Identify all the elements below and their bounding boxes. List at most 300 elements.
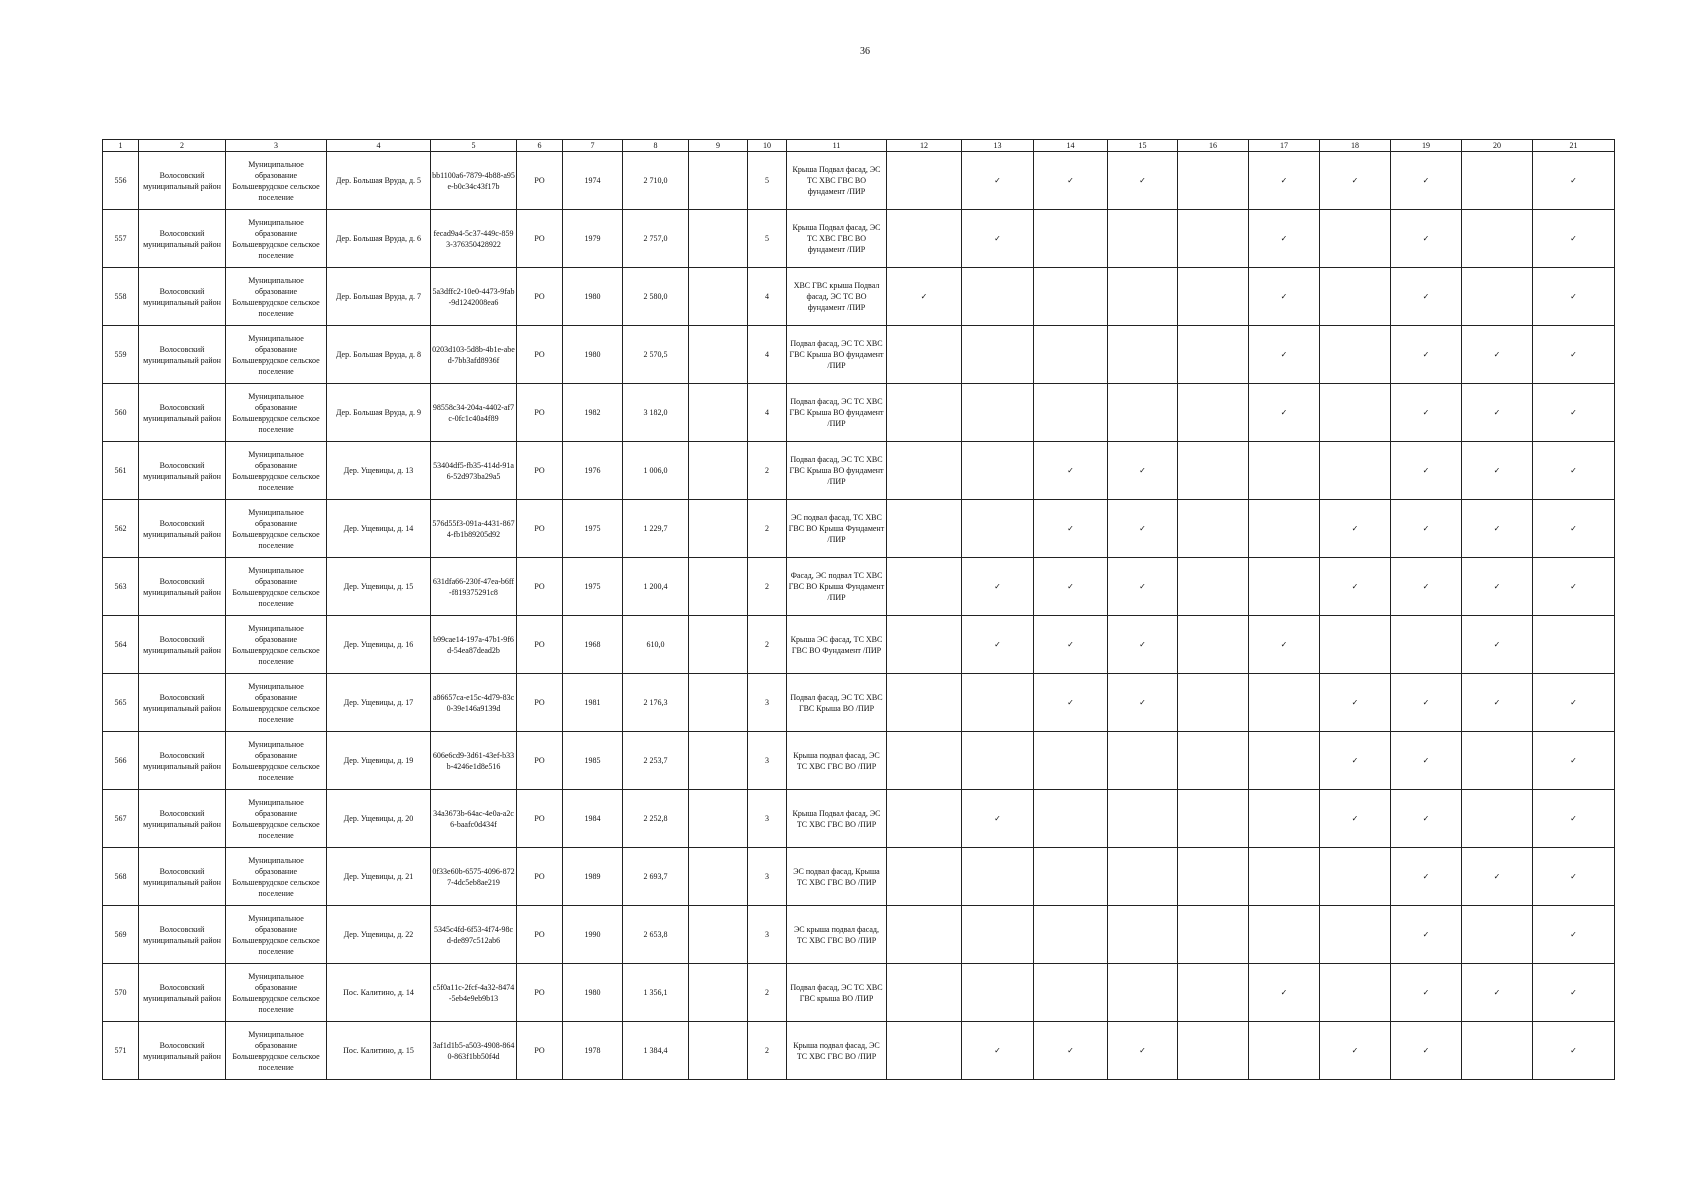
cell-col10: 2	[748, 1022, 787, 1080]
empty-mark-cell	[1178, 268, 1249, 326]
cell-year: 1975	[563, 500, 623, 558]
cell-type: РО	[517, 442, 563, 500]
cell-district: Волосовский муниципальный район	[139, 384, 226, 442]
check-mark-icon: ✓	[1034, 1022, 1108, 1080]
cell-number: 561	[103, 442, 139, 500]
empty-mark-cell	[1249, 790, 1320, 848]
cell-municipality: Муниципальное образование Большеврудское сельское поселение	[226, 964, 327, 1022]
cell-district: Волосовский муниципальный район	[139, 442, 226, 500]
empty-mark-cell	[1178, 1022, 1249, 1080]
cell-type: РО	[517, 674, 563, 732]
cell-area: 2 653,8	[623, 906, 689, 964]
empty-mark-cell	[1108, 384, 1178, 442]
empty-mark-cell	[887, 964, 962, 1022]
check-mark-icon: ✓	[1533, 906, 1615, 964]
table-body	[103, 152, 1615, 1080]
cell-guid: fecad9a4-5c37-449c-8593-376350428922	[431, 210, 517, 268]
cell-works: Подвал фасад, ЭС ТС ХВС ГВС крыша ВО /ПИР	[787, 964, 887, 1022]
table-row	[103, 326, 1615, 384]
cell-type: РО	[517, 616, 563, 674]
column-header-2: 2	[139, 140, 226, 152]
cell-col9	[689, 848, 748, 906]
cell-col10: 4	[748, 326, 787, 384]
empty-mark-cell	[962, 848, 1034, 906]
table-row	[103, 964, 1615, 1022]
empty-mark-cell	[1178, 848, 1249, 906]
empty-mark-cell	[1320, 210, 1391, 268]
cell-works: Крыша подвал фасад, ЭС ТС ХВС ГВС ВО /ПИР	[787, 1022, 887, 1080]
cell-guid: bb1100a6-7879-4b88-a95e-b0c34c43f17b	[431, 152, 517, 210]
cell-district: Волосовский муниципальный район	[139, 326, 226, 384]
check-mark-icon: ✓	[1320, 558, 1391, 616]
cell-col10: 2	[748, 616, 787, 674]
column-header-9: 9	[689, 140, 748, 152]
empty-mark-cell	[1178, 732, 1249, 790]
cell-address: Дер. Ущевицы, д. 14	[327, 500, 431, 558]
empty-mark-cell	[1034, 848, 1108, 906]
cell-district: Волосовский муниципальный район	[139, 906, 226, 964]
check-mark-icon: ✓	[1533, 268, 1615, 326]
empty-mark-cell	[1178, 152, 1249, 210]
empty-mark-cell	[1178, 500, 1249, 558]
cell-guid: 5345c4fd-6f53-4f74-98cd-de897c512ab6	[431, 906, 517, 964]
cell-number: 563	[103, 558, 139, 616]
cell-address: Пос. Калитино, д. 14	[327, 964, 431, 1022]
cell-works: Подвал фасад, ЭС ТС ХВС ГВС Крыша ВО фундамент /ПИР	[787, 384, 887, 442]
empty-mark-cell	[1320, 326, 1391, 384]
empty-mark-cell	[1108, 326, 1178, 384]
cell-municipality: Муниципальное образование Большеврудское сельское поселение	[226, 210, 327, 268]
cell-district: Волосовский муниципальный район	[139, 268, 226, 326]
empty-mark-cell	[1320, 616, 1391, 674]
check-mark-icon: ✓	[1108, 152, 1178, 210]
column-header-4: 4	[327, 140, 431, 152]
cell-number: 560	[103, 384, 139, 442]
cell-col10: 5	[748, 152, 787, 210]
empty-mark-cell	[1178, 790, 1249, 848]
empty-mark-cell	[1249, 906, 1320, 964]
check-mark-icon: ✓	[1249, 384, 1320, 442]
table-header	[103, 140, 1615, 152]
cell-number: 556	[103, 152, 139, 210]
cell-year: 1980	[563, 964, 623, 1022]
check-mark-icon: ✓	[1462, 442, 1533, 500]
empty-mark-cell	[1320, 442, 1391, 500]
cell-area: 2 570,5	[623, 326, 689, 384]
cell-municipality: Муниципальное образование Большеврудское сельское поселение	[226, 500, 327, 558]
check-mark-icon: ✓	[1249, 152, 1320, 210]
empty-mark-cell	[962, 732, 1034, 790]
cell-area: 2 253,7	[623, 732, 689, 790]
cell-col9	[689, 268, 748, 326]
check-mark-icon: ✓	[1462, 500, 1533, 558]
cell-col10: 5	[748, 210, 787, 268]
cell-works: ЭС подвал фасад, ТС ХВС ГВС ВО Крыша Фундамент /ПИР	[787, 500, 887, 558]
cell-works: Крыша Подвал фасад, ЭС ТС ХВС ГВС ВО фундамент /ПИР	[787, 210, 887, 268]
check-mark-icon: ✓	[1108, 442, 1178, 500]
column-header-18: 18	[1320, 140, 1391, 152]
table-row	[103, 210, 1615, 268]
table-row	[103, 732, 1615, 790]
cell-year: 1975	[563, 558, 623, 616]
cell-guid: 0f33e60b-6575-4096-8727-4dc5eb8ae219	[431, 848, 517, 906]
cell-col10: 2	[748, 964, 787, 1022]
cell-type: РО	[517, 732, 563, 790]
empty-mark-cell	[887, 384, 962, 442]
cell-district: Волосовский муниципальный район	[139, 558, 226, 616]
cell-address: Дер. Большая Вруда, д. 8	[327, 326, 431, 384]
check-mark-icon: ✓	[1391, 152, 1462, 210]
cell-municipality: Муниципальное образование Большеврудское сельское поселение	[226, 268, 327, 326]
empty-mark-cell	[887, 1022, 962, 1080]
column-header-17: 17	[1249, 140, 1320, 152]
cell-works: Подвал фасад, ЭС ТС ХВС ГВС Крыша ВО /ПИР	[787, 674, 887, 732]
check-mark-icon: ✓	[1320, 732, 1391, 790]
cell-area: 2 710,0	[623, 152, 689, 210]
cell-guid: 0203d103-5d8b-4b1e-abed-7bb3afd8936f	[431, 326, 517, 384]
check-mark-icon: ✓	[1462, 384, 1533, 442]
check-mark-icon: ✓	[1249, 616, 1320, 674]
empty-mark-cell	[1391, 616, 1462, 674]
cell-number: 562	[103, 500, 139, 558]
empty-mark-cell	[887, 152, 962, 210]
cell-area: 1 229,7	[623, 500, 689, 558]
check-mark-icon: ✓	[962, 152, 1034, 210]
empty-mark-cell	[1034, 268, 1108, 326]
cell-address: Дер. Ущевицы, д. 20	[327, 790, 431, 848]
check-mark-icon: ✓	[1320, 790, 1391, 848]
empty-mark-cell	[1178, 384, 1249, 442]
check-mark-icon: ✓	[1391, 1022, 1462, 1080]
table-row	[103, 558, 1615, 616]
cell-col10: 3	[748, 674, 787, 732]
cell-municipality: Муниципальное образование Большеврудское сельское поселение	[226, 384, 327, 442]
cell-district: Волосовский муниципальный район	[139, 848, 226, 906]
cell-works: Крыша ЭС фасад, ТС ХВС ГВС ВО Фундамент /ПИР	[787, 616, 887, 674]
check-mark-icon: ✓	[1320, 152, 1391, 210]
empty-mark-cell	[1462, 906, 1533, 964]
empty-mark-cell	[1249, 1022, 1320, 1080]
check-mark-icon: ✓	[1391, 906, 1462, 964]
cell-area: 610,0	[623, 616, 689, 674]
cell-municipality: Муниципальное образование Большеврудское сельское поселение	[226, 848, 327, 906]
check-mark-icon: ✓	[1391, 732, 1462, 790]
cell-area: 2 693,7	[623, 848, 689, 906]
empty-mark-cell	[1320, 384, 1391, 442]
empty-mark-cell	[962, 906, 1034, 964]
check-mark-icon: ✓	[1391, 558, 1462, 616]
empty-mark-cell	[1462, 732, 1533, 790]
cell-year: 1982	[563, 384, 623, 442]
empty-mark-cell	[1108, 848, 1178, 906]
cell-year: 1978	[563, 1022, 623, 1080]
empty-mark-cell	[1178, 442, 1249, 500]
cell-col9	[689, 906, 748, 964]
cell-works: ХВС ГВС крыша Подвал фасад, ЭС ТС ВО фундамент /ПИР	[787, 268, 887, 326]
cell-year: 1985	[563, 732, 623, 790]
cell-district: Волосовский муниципальный район	[139, 1022, 226, 1080]
cell-col9	[689, 442, 748, 500]
table-row	[103, 500, 1615, 558]
empty-mark-cell	[1249, 848, 1320, 906]
check-mark-icon: ✓	[1533, 326, 1615, 384]
cell-area: 1 200,4	[623, 558, 689, 616]
cell-municipality: Муниципальное образование Большеврудское сельское поселение	[226, 152, 327, 210]
empty-mark-cell	[887, 558, 962, 616]
check-mark-icon: ✓	[1249, 268, 1320, 326]
check-mark-icon: ✓	[1462, 848, 1533, 906]
table-row	[103, 152, 1615, 210]
check-mark-icon: ✓	[1533, 442, 1615, 500]
table-row	[103, 906, 1615, 964]
cell-type: РО	[517, 210, 563, 268]
cell-municipality: Муниципальное образование Большеврудское сельское поселение	[226, 732, 327, 790]
check-mark-icon: ✓	[1391, 268, 1462, 326]
empty-mark-cell	[1320, 906, 1391, 964]
cell-area: 1 006,0	[623, 442, 689, 500]
cell-district: Волосовский муниципальный район	[139, 964, 226, 1022]
header-row	[103, 140, 1615, 152]
empty-mark-cell	[1178, 906, 1249, 964]
cell-type: РО	[517, 964, 563, 1022]
cell-district: Волосовский муниципальный район	[139, 790, 226, 848]
cell-year: 1976	[563, 442, 623, 500]
cell-col10: 2	[748, 500, 787, 558]
cell-type: РО	[517, 268, 563, 326]
cell-col10: 3	[748, 790, 787, 848]
cell-works: ЭС крыша подвал фасад, ТС ХВС ГВС ВО /ПИР	[787, 906, 887, 964]
empty-mark-cell	[1178, 616, 1249, 674]
cell-area: 2 252,8	[623, 790, 689, 848]
cell-number: 571	[103, 1022, 139, 1080]
empty-mark-cell	[887, 442, 962, 500]
cell-area: 2 757,0	[623, 210, 689, 268]
housing-register-table	[102, 139, 1615, 1080]
check-mark-icon: ✓	[1533, 1022, 1615, 1080]
cell-works: Подвал фасад, ЭС ТС ХВС ГВС Крыша ВО фундамент /ПИР	[787, 326, 887, 384]
check-mark-icon: ✓	[1462, 558, 1533, 616]
cell-guid: 3af1d1b5-a503-4908-8640-863f1bb50f4d	[431, 1022, 517, 1080]
cell-district: Волосовский муниципальный район	[139, 500, 226, 558]
cell-number: 566	[103, 732, 139, 790]
check-mark-icon: ✓	[962, 616, 1034, 674]
empty-mark-cell	[1320, 848, 1391, 906]
check-mark-icon: ✓	[1391, 500, 1462, 558]
empty-mark-cell	[887, 848, 962, 906]
cell-col9	[689, 616, 748, 674]
cell-address: Дер. Большая Вруда, д. 6	[327, 210, 431, 268]
empty-mark-cell	[1320, 268, 1391, 326]
check-mark-icon: ✓	[1320, 674, 1391, 732]
check-mark-icon: ✓	[962, 210, 1034, 268]
cell-address: Дер. Ущевицы, д. 22	[327, 906, 431, 964]
column-header-21: 21	[1533, 140, 1615, 152]
check-mark-icon: ✓	[1249, 326, 1320, 384]
cell-col10: 2	[748, 442, 787, 500]
check-mark-icon: ✓	[1533, 964, 1615, 1022]
cell-area: 1 356,1	[623, 964, 689, 1022]
cell-municipality: Муниципальное образование Большеврудское сельское поселение	[226, 1022, 327, 1080]
column-header-6: 6	[517, 140, 563, 152]
cell-col9	[689, 500, 748, 558]
cell-year: 1974	[563, 152, 623, 210]
cell-area: 2 580,0	[623, 268, 689, 326]
check-mark-icon: ✓	[1391, 964, 1462, 1022]
empty-mark-cell	[1178, 326, 1249, 384]
cell-year: 1984	[563, 790, 623, 848]
empty-mark-cell	[1108, 964, 1178, 1022]
cell-col10: 3	[748, 848, 787, 906]
check-mark-icon: ✓	[1391, 442, 1462, 500]
cell-col9	[689, 790, 748, 848]
empty-mark-cell	[1462, 152, 1533, 210]
table-row	[103, 384, 1615, 442]
cell-municipality: Муниципальное образование Большеврудское сельское поселение	[226, 790, 327, 848]
check-mark-icon: ✓	[1533, 500, 1615, 558]
cell-municipality: Муниципальное образование Большеврудское сельское поселение	[226, 442, 327, 500]
cell-type: РО	[517, 326, 563, 384]
empty-mark-cell	[1034, 326, 1108, 384]
cell-works: Крыша Подвал фасад, ЭС ТС ХВС ГВС ВО /ПИР	[787, 790, 887, 848]
cell-guid: a86657ca-e15c-4d79-83c0-39e146a9139d	[431, 674, 517, 732]
cell-type: РО	[517, 848, 563, 906]
check-mark-icon: ✓	[1108, 616, 1178, 674]
cell-year: 1968	[563, 616, 623, 674]
cell-guid: 98558c34-204a-4402-af7c-0fc1c40a4f89	[431, 384, 517, 442]
cell-type: РО	[517, 1022, 563, 1080]
check-mark-icon: ✓	[1533, 848, 1615, 906]
cell-col10: 3	[748, 732, 787, 790]
cell-type: РО	[517, 790, 563, 848]
cell-municipality: Муниципальное образование Большеврудское сельское поселение	[226, 906, 327, 964]
cell-guid: 53404df5-fb35-414d-91a6-52d973ba29a5	[431, 442, 517, 500]
empty-mark-cell	[887, 326, 962, 384]
cell-number: 564	[103, 616, 139, 674]
empty-mark-cell	[1249, 558, 1320, 616]
empty-mark-cell	[1178, 674, 1249, 732]
cell-number: 558	[103, 268, 139, 326]
check-mark-icon: ✓	[1462, 674, 1533, 732]
cell-guid: 606e6cd9-3d61-43ef-b33b-4246e1d8e516	[431, 732, 517, 790]
cell-col9	[689, 732, 748, 790]
column-header-12: 12	[887, 140, 962, 152]
cell-municipality: Муниципальное образование Большеврудское сельское поселение	[226, 616, 327, 674]
empty-mark-cell	[1034, 906, 1108, 964]
empty-mark-cell	[962, 500, 1034, 558]
column-header-10: 10	[748, 140, 787, 152]
table-row	[103, 616, 1615, 674]
empty-mark-cell	[1178, 964, 1249, 1022]
column-header-5: 5	[431, 140, 517, 152]
cell-guid: 576d55f3-091a-4431-8674-fb1b89205d92	[431, 500, 517, 558]
check-mark-icon: ✓	[1533, 674, 1615, 732]
column-header-3: 3	[226, 140, 327, 152]
empty-mark-cell	[1034, 964, 1108, 1022]
empty-mark-cell	[1108, 906, 1178, 964]
check-mark-icon: ✓	[1108, 1022, 1178, 1080]
cell-col10: 2	[748, 558, 787, 616]
cell-address: Дер. Ущевицы, д. 21	[327, 848, 431, 906]
cell-number: 570	[103, 964, 139, 1022]
empty-mark-cell	[887, 906, 962, 964]
column-header-13: 13	[962, 140, 1034, 152]
empty-mark-cell	[1462, 1022, 1533, 1080]
cell-type: РО	[517, 500, 563, 558]
check-mark-icon: ✓	[1462, 326, 1533, 384]
empty-mark-cell	[1462, 268, 1533, 326]
empty-mark-cell	[1462, 210, 1533, 268]
empty-mark-cell	[962, 442, 1034, 500]
cell-type: РО	[517, 384, 563, 442]
check-mark-icon: ✓	[1249, 210, 1320, 268]
cell-col9	[689, 558, 748, 616]
check-mark-icon: ✓	[1391, 848, 1462, 906]
table-row	[103, 790, 1615, 848]
cell-number: 568	[103, 848, 139, 906]
empty-mark-cell	[962, 268, 1034, 326]
check-mark-icon: ✓	[1034, 616, 1108, 674]
cell-year: 1979	[563, 210, 623, 268]
cell-address: Дер. Большая Вруда, д. 5	[327, 152, 431, 210]
cell-municipality: Муниципальное образование Большеврудское сельское поселение	[226, 674, 327, 732]
cell-number: 565	[103, 674, 139, 732]
check-mark-icon: ✓	[1391, 326, 1462, 384]
cell-municipality: Муниципальное образование Большеврудское сельское поселение	[226, 326, 327, 384]
cell-address: Дер. Большая Вруда, д. 9	[327, 384, 431, 442]
empty-mark-cell	[1178, 210, 1249, 268]
cell-col9	[689, 152, 748, 210]
check-mark-icon: ✓	[1034, 674, 1108, 732]
cell-address: Дер. Ущевицы, д. 15	[327, 558, 431, 616]
empty-mark-cell	[962, 384, 1034, 442]
column-header-14: 14	[1034, 140, 1108, 152]
cell-guid: 5a3dffc2-10e0-4473-9fab-9d1242008ea6	[431, 268, 517, 326]
empty-mark-cell	[887, 790, 962, 848]
check-mark-icon: ✓	[1391, 210, 1462, 268]
cell-district: Волосовский муниципальный район	[139, 616, 226, 674]
cell-number: 557	[103, 210, 139, 268]
cell-works: Крыша подвал фасад, ЭС ТС ХВС ГВС ВО /ПИР	[787, 732, 887, 790]
empty-mark-cell	[887, 732, 962, 790]
check-mark-icon: ✓	[1391, 790, 1462, 848]
empty-mark-cell	[1249, 674, 1320, 732]
cell-works: Крыша Подвал фасад, ЭС ТС ХВС ГВС ВО фундамент /ПИР	[787, 152, 887, 210]
cell-guid: c5f0a11c-2fcf-4a32-8474-5eb4e9eb9b13	[431, 964, 517, 1022]
check-mark-icon: ✓	[962, 558, 1034, 616]
check-mark-icon: ✓	[1533, 558, 1615, 616]
table-row	[103, 268, 1615, 326]
cell-col9	[689, 384, 748, 442]
empty-mark-cell	[1462, 790, 1533, 848]
empty-mark-cell	[1249, 500, 1320, 558]
empty-mark-cell	[1249, 732, 1320, 790]
cell-col10: 4	[748, 384, 787, 442]
check-mark-icon: ✓	[1108, 674, 1178, 732]
cell-col10: 3	[748, 906, 787, 964]
cell-district: Волосовский муниципальный район	[139, 210, 226, 268]
check-mark-icon: ✓	[1391, 674, 1462, 732]
empty-mark-cell	[1034, 732, 1108, 790]
cell-year: 1980	[563, 268, 623, 326]
cell-col9	[689, 210, 748, 268]
column-header-20: 20	[1462, 140, 1533, 152]
check-mark-icon: ✓	[1533, 732, 1615, 790]
empty-mark-cell	[887, 500, 962, 558]
check-mark-icon: ✓	[1320, 500, 1391, 558]
check-mark-icon: ✓	[1533, 384, 1615, 442]
empty-mark-cell	[1108, 268, 1178, 326]
cell-address: Пос. Калитино, д. 15	[327, 1022, 431, 1080]
